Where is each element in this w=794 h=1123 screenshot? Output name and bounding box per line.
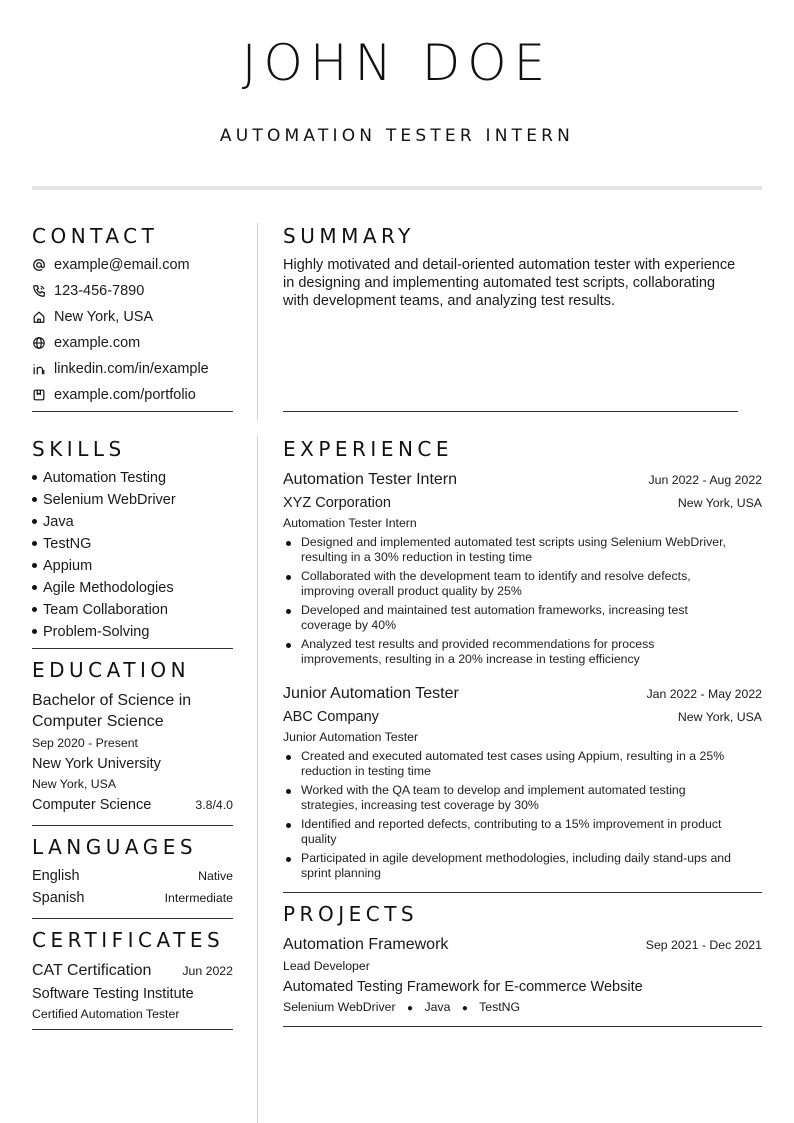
project-tech: Selenium WebDriver ● Java ● TestNG — [283, 1000, 521, 1014]
contact-text: 123-456-7890 — [54, 283, 145, 299]
education-degree: Computer Science — [32, 713, 164, 730]
job-location: New York, USA — [677, 496, 762, 510]
job-title: Junior Automation Tester — [283, 685, 459, 702]
contact-portfolio[interactable] — [32, 387, 196, 403]
job-company: XYZ Corporation — [283, 495, 391, 511]
tech-tag: Java — [424, 1000, 451, 1014]
contact-text: New York, USA — [54, 309, 154, 325]
skill-item: Selenium WebDriver — [32, 492, 176, 508]
projects-heading: PROJECTS — [283, 902, 419, 926]
section-divider — [283, 892, 762, 893]
summary-line: in designing and implementing automated test scripts, collaborating — [283, 275, 716, 291]
tech-tag: TestNG — [479, 1000, 521, 1014]
tech-tag: Selenium WebDriver — [283, 1000, 396, 1014]
summary-line: Highly motivated and detail-oriented automation tester with experience — [283, 257, 736, 273]
language-name: English — [32, 868, 80, 884]
contact-text: example@email.com — [54, 257, 190, 273]
skills-heading: SKILLS — [32, 437, 126, 461]
section-divider — [32, 918, 233, 919]
job-bullet: Developed and maintained test automation frameworks, increasing test coverage by 40% — [284, 603, 762, 633]
job-role: Junior Automation Tester — [283, 730, 419, 744]
certificates-heading: CERTIFICATES — [32, 928, 225, 952]
project-role: Lead Developer — [283, 959, 370, 973]
portfolio-icon — [32, 388, 46, 402]
column-divider — [257, 436, 258, 1123]
job-location: New York, USA — [677, 710, 762, 724]
contact-website[interactable] — [32, 335, 140, 351]
contact-phone[interactable] — [32, 283, 144, 299]
job-company: ABC Company — [283, 709, 379, 725]
section-divider — [32, 825, 233, 826]
certificate-issuer: Software Testing Institute — [32, 986, 194, 1002]
phone-icon — [32, 284, 46, 298]
contact-text: linkedin.com/in/example — [54, 361, 209, 377]
at-icon — [32, 258, 46, 272]
job-dates: Jun 2022 - Aug 2022 — [648, 473, 762, 487]
language-level: Intermediate — [164, 891, 233, 905]
education-location: New York, USA — [32, 777, 117, 791]
section-divider — [283, 1026, 762, 1027]
project-name: Automation Framework — [283, 936, 449, 953]
skill-item: Java — [32, 514, 74, 530]
skill-item: Team Collaboration — [32, 602, 168, 618]
skill-item: Automation Testing — [32, 470, 166, 486]
language-level: Native — [198, 869, 233, 883]
contact-heading: CONTACT — [32, 224, 159, 248]
candidate-name: JOHN DOE — [241, 34, 553, 92]
job-bullet: Designed and implemented automated test scripts using Selenium WebDriver, resulting in a 30% reduction in testing time — [284, 535, 762, 565]
education-dates: Sep 2020 - Present — [32, 736, 138, 750]
certificate-date: Jun 2022 — [182, 964, 233, 978]
skill-item: Problem-Solving — [32, 624, 149, 640]
contact-email[interactable] — [32, 257, 190, 273]
certificate-name: CAT Certification — [32, 962, 152, 979]
linkedin-icon — [32, 362, 46, 376]
section-divider — [32, 648, 233, 649]
section-divider — [283, 411, 738, 412]
education-field: Computer Science — [32, 797, 152, 813]
globe-icon — [32, 336, 46, 350]
section-divider — [32, 411, 233, 412]
section-divider — [32, 1029, 233, 1030]
home-icon — [32, 310, 46, 324]
skill-item: TestNG — [32, 536, 91, 552]
job-bullet: Identified and reported defects, contributing to a 15% improvement in product quality — [284, 817, 762, 847]
project-dates: Sep 2021 - Dec 2021 — [645, 938, 762, 952]
education-degree: Bachelor of Science in — [32, 692, 192, 709]
contact-linkedin[interactable] — [32, 361, 209, 377]
header-divider — [32, 186, 762, 190]
job-dates: Jan 2022 - May 2022 — [646, 687, 762, 701]
experience-heading: EXPERIENCE — [283, 437, 454, 461]
contact-text: example.com — [54, 335, 141, 351]
skill-item: Agile Methodologies — [32, 580, 174, 596]
job-title: Automation Tester Intern — [283, 471, 458, 488]
skill-item: Appium — [32, 558, 92, 574]
contact-location — [32, 309, 153, 325]
language-name: Spanish — [32, 890, 85, 906]
job-bullet: Analyzed test results and provided recommendations for process improvements, resulting in a 20% increase in testing efficiency — [284, 637, 762, 667]
job-title: AUTOMATION TESTER INTERN — [219, 126, 575, 146]
education-gpa: 3.8/4.0 — [195, 798, 233, 812]
job-bullet: Collaborated with the development team to identify and resolve defects, improving overall product quality by 25% — [284, 569, 762, 599]
job-bullet: Worked with the QA team to develop and implement automated testing strategies, increasing test coverage by 30% — [284, 783, 762, 813]
education-heading: EDUCATION — [32, 658, 191, 682]
job-role: Automation Tester Intern — [283, 516, 417, 530]
summary-line: with development teams, and analyzing test results. — [283, 293, 616, 309]
education-school: New York University — [32, 756, 161, 772]
languages-heading: LANGUAGES — [32, 835, 198, 859]
job-bullet: Created and executed automated test cases using Appium, resulting in a 25% reduction in testing time — [284, 749, 762, 779]
column-divider — [257, 223, 258, 420]
contact-text: example.com/portfolio — [54, 387, 196, 403]
summary-heading: SUMMARY — [283, 224, 415, 248]
certificate-description: Certified Automation Tester — [32, 1007, 180, 1021]
job-bullet: Participated in agile development methodologies, including daily stand-ups and sprint planning — [284, 851, 762, 881]
project-description: Automated Testing Framework for E-commerce Website — [283, 979, 643, 995]
